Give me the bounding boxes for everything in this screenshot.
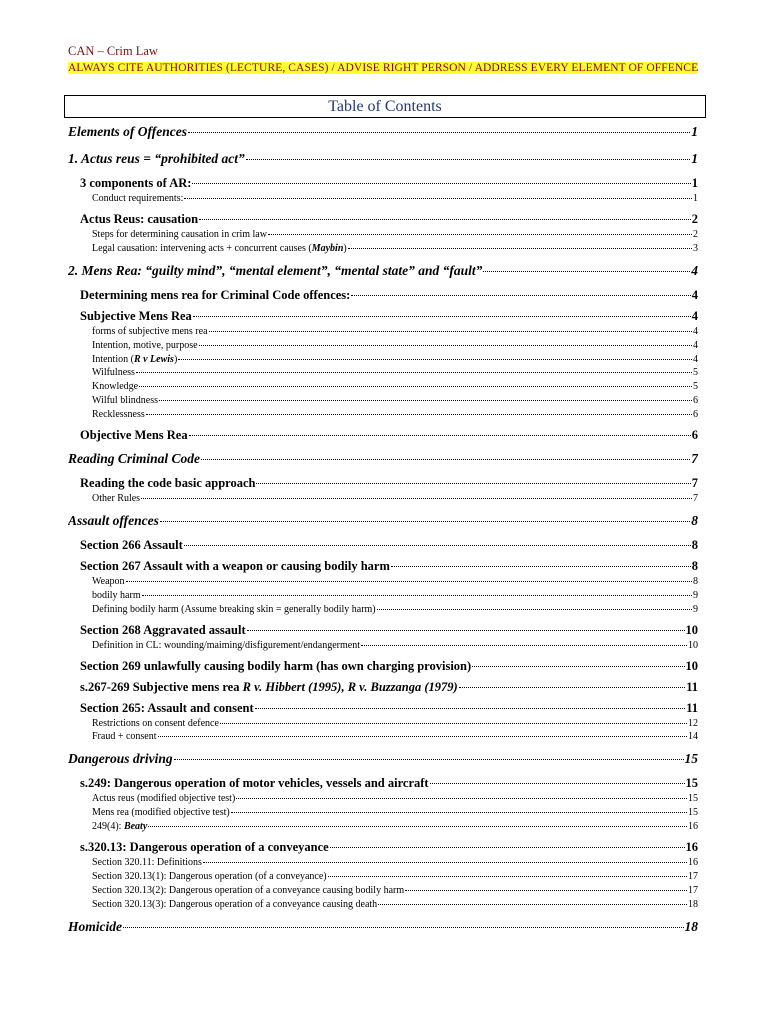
dot-leader [483,271,690,272]
toc-entry-level-2[interactable] [68,659,698,674]
toc-page-number: 16 [685,840,698,854]
dot-leader [174,759,684,760]
toc-page-number: 4 [693,353,698,365]
toc-entry-label [68,124,187,140]
toc-entry-level-3[interactable] [68,899,698,910]
toc-entry-level-3[interactable] [68,409,698,420]
toc-entry-label [80,428,188,443]
toc-entry-label [80,623,246,638]
dot-leader [351,295,690,296]
dot-leader [142,595,692,596]
dot-leader [220,723,687,724]
toc-entry-text: Restrictions on consent defence [92,717,219,729]
toc-entry-level-2[interactable] [68,476,698,491]
toc-page-number: 15 [684,751,698,767]
toc-entry-label [92,381,138,392]
dot-leader [192,183,690,184]
dot-leader [184,198,692,199]
toc-entry-text: Conduct requirements: [92,193,184,204]
toc-page-number: 15 [685,776,698,791]
toc-entry-label [92,367,135,378]
toc-entry-label [92,590,141,601]
toc-entry-level-1[interactable] [68,451,698,467]
dot-leader [391,566,691,567]
toc-entry-label [80,659,471,674]
toc-entry-case-name: Beaty [123,821,148,833]
toc-page-number: 8 [691,537,698,552]
toc-entry-level-2[interactable] [68,701,698,716]
toc-entry-text: Other Rules [92,493,141,504]
dot-leader [184,545,691,546]
toc-entry-label [68,919,122,935]
toc-entry-label [92,718,219,729]
toc-entry-level-3[interactable] [68,640,698,651]
toc-page-number: 4 [693,325,698,337]
dot-leader [231,812,687,813]
toc-page-number: 6 [693,395,698,407]
toc-entry-text: Actus reus (modified objective test) [92,793,236,805]
toc-entry-label [92,326,208,337]
toc-page-number: 18 [684,918,698,934]
toc-page-number: 4 [691,262,698,278]
toc-entry-text: Wilful blindness [92,395,158,407]
toc-page-number: 4 [691,287,698,302]
toc-page-number: 8 [691,558,698,573]
dot-leader [268,234,692,235]
dot-leader [247,630,685,631]
dot-leader [136,372,692,373]
toc-entry-level-1[interactable] [68,751,698,767]
toc-entry-level-3[interactable] [68,807,698,818]
toc-entry-label [92,354,177,365]
toc-title-box [64,95,706,118]
toc-entry-text: Defining bodily harm (Assume breaking skin = generally bodily harm) [92,603,376,615]
dot-leader [189,435,691,436]
toc-entry-text: Section 320.13(2): Dangerous operation of a conveyance causing bodily harm [92,884,405,896]
toc-entry-label [68,513,159,529]
toc-entry-label [80,701,254,716]
toc-entry-level-2[interactable] [68,538,698,553]
toc-entry-label [92,871,327,882]
toc-entry-label [68,451,200,467]
toc-entry-text: bodily harm [92,589,141,601]
dot-leader [148,826,687,827]
dot-leader [430,783,685,784]
toc-entry-label [92,229,267,240]
toc-entry-label [92,731,157,742]
dot-leader [472,666,684,667]
dot-leader [459,687,686,688]
toc-entry-label [68,151,245,167]
toc-entry-text: Intention, motive, purpose [92,339,198,351]
toc-entry-level-1[interactable] [68,151,698,167]
toc-entry-level-2[interactable] [68,176,698,191]
toc-entry-text: Homicide [68,918,122,934]
toc-entry-label [92,409,145,420]
toc-entry-level-2[interactable] [68,776,698,791]
toc-entry-level-1[interactable] [68,263,698,279]
toc-page-number: 16 [688,857,698,868]
toc-entry-level-3[interactable] [68,793,698,804]
toc-page-number: 15 [688,807,698,819]
toc-page-number: 7 [691,451,698,466]
toc-entry-case-name: Maybin [311,242,344,254]
toc-page-number: 7 [693,493,698,504]
toc-entry-level-3[interactable] [68,590,698,601]
toc-entry-level-2[interactable] [68,840,698,855]
dot-leader [236,798,687,799]
toc-page-number: 6 [693,409,698,421]
toc-entry-text: Section 320.11: Definitions [92,857,202,868]
toc-entry-level-3[interactable] [68,193,698,204]
dot-leader [256,483,690,484]
toc-entry-level-3[interactable] [68,857,698,868]
toc-entry-label [92,493,140,504]
toc-page-number: 12 [688,717,698,729]
course-title: CAN – Crim Law [68,44,158,58]
toc-page-number: 7 [691,476,698,490]
toc-entry-text: Actus Reus: causation [80,211,199,226]
dot-leader [246,159,691,160]
toc-entry-label [92,793,235,804]
dot-leader [123,927,684,928]
toc-entry-label [92,604,376,615]
toc-entry-text: Mens rea (modified objective test) [92,807,230,819]
toc-entry-level-3[interactable] [68,821,698,832]
toc-entry-label [92,899,377,910]
toc-entry-text: Dangerous driving [68,751,173,767]
toc-entry-label [80,176,191,191]
toc-entry-text: Assault offences [68,512,159,528]
toc-entry-level-2[interactable] [68,680,698,695]
toc-entry-label [92,340,198,351]
document-header [68,44,708,76]
toc-page-number: 10 [685,622,698,637]
toc-entry-label [92,193,183,204]
toc-entry-text: 2. Mens Rea: “guilty mind”, “mental element”, “mental state” and “fault” [68,262,483,278]
toc-entry-text: Section 320.13(3): Dangerous operation of a conveyance causing death [92,898,378,910]
toc-entry-label [80,212,198,227]
toc-entry-text: Weapon [92,575,125,587]
dot-leader [188,132,690,133]
toc-entry-level-3[interactable] [68,604,698,615]
toc-entry-case-name: R v. Hibbert (1995), R v. Buzzanga (1979) [242,679,458,694]
toc-entry-text: Section 267 Assault with a weapon or causing bodily harm [80,558,390,573]
toc-entry-label [92,576,125,587]
toc-entry-level-2[interactable] [68,428,698,443]
toc-entry-level-3[interactable] [68,326,698,337]
highlighted-reminder: ALWAYS CITE AUTHORITIES (LECTURE, CASES) / ADVISE RIGHT PERSON / ADDRESS EVERY ELEMENT OF OFFENCE [68,62,699,74]
toc-entry-level-3[interactable] [68,718,698,729]
toc-page-number: 18 [688,898,698,910]
toc-entry-level-3[interactable] [68,871,698,882]
toc-entry-level-3[interactable] [68,354,698,365]
dot-leader [160,521,690,522]
toc-entry-label [80,840,329,855]
toc-entry-level-3[interactable] [68,885,698,896]
toc-entry-level-2[interactable] [68,559,698,574]
toc-entry-label [80,288,350,303]
dot-leader [405,890,687,891]
toc-entry-label [92,821,147,832]
toc-entry-level-3[interactable] [68,381,698,392]
toc-page-number: 6 [691,428,698,442]
toc-entry-level-3[interactable] [68,229,698,240]
toc-page-number: 1 [691,176,698,190]
toc-entry-text: Legal causation: intervening acts + concurrent causes ( [92,242,312,254]
toc-entry-label [92,640,360,651]
toc-title: Table of Contents [328,98,442,115]
toc-entry-text: forms of subjective mens rea [92,325,208,337]
toc-page-number: 4 [693,339,698,351]
toc-entry-label [80,538,183,553]
toc-entry-label [80,680,458,695]
toc-entry-label [92,243,347,254]
dot-leader [199,219,691,220]
dot-leader [328,876,687,877]
toc-entry-label [80,776,429,791]
toc-entry-text: Objective Mens Rea [80,428,188,442]
toc-entry-text: 3 components of AR: [80,176,192,190]
toc-entry-text: Reading Criminal Code [68,451,201,466]
toc-page-number: 5 [693,367,698,379]
toc-entry-text: Section 266 Assault [80,537,183,552]
dot-leader [178,359,692,360]
toc-entry-level-2[interactable] [68,212,698,227]
toc-entry-text: Reading the code basic approach [80,476,256,490]
toc-page-number: 10 [685,658,698,673]
toc-entry-label [68,263,482,279]
toc-entry-text-suffix: ) [343,242,347,254]
toc-page-number: 9 [693,589,698,601]
toc-entry-level-1[interactable] [68,124,698,140]
toc-entry-level-3[interactable] [68,493,698,504]
toc-entry-label [80,559,390,574]
toc-entry-level-1[interactable] [68,513,698,529]
toc-page-number: 1 [691,151,698,166]
toc-page-number: 5 [693,381,698,393]
toc-page-number: 9 [693,603,698,615]
toc-entry-text: 1. Actus reus = “prohibited act” [68,151,245,166]
toc-entry-text: Section 265: Assault and consent [80,700,254,715]
dot-leader [201,459,690,460]
toc-entry-text: s.320.13: Dangerous operation of a conveyance [80,840,329,854]
toc-page-number: 14 [688,731,698,743]
toc-entry-text: Recklessness [92,409,145,421]
toc-page-number: 8 [693,575,698,587]
toc-entry-case-name: R v Lewis [133,353,174,365]
toc-entry-level-1[interactable] [68,919,698,935]
toc-entry-level-3[interactable] [68,340,698,351]
toc-entry-text: Section 320.13(1): Dangerous operation (of a conveyance) [92,870,327,882]
toc-entry-text: Knowledge [92,381,139,393]
toc-entry-text: Steps for determining causation in crim law [92,228,267,240]
toc-entry-text: Section 268 Aggravated assault [80,622,246,637]
toc-entry-label [92,885,404,896]
toc-entry-text: 249(4): [92,821,124,833]
toc-entry-label [92,807,230,818]
toc-page-number: 16 [688,821,698,833]
toc-page-number: 3 [693,242,698,254]
dot-leader [209,331,692,332]
dot-leader [159,400,692,401]
dot-leader [378,904,687,905]
toc-page-number: 11 [686,679,698,694]
toc-entry-text: s.249: Dangerous operation of motor vehicles, vessels and aircraft [80,776,429,791]
toc-entry-level-2[interactable] [68,288,698,303]
toc-entry-label [92,857,202,868]
dot-leader [203,862,687,863]
toc-entry-level-3[interactable] [68,576,698,587]
toc-page-number: 17 [688,884,698,896]
toc-entry-text: s.267-269 Subjective mens rea [80,679,243,694]
toc-page-number: 2 [693,228,698,240]
toc-page-number: 4 [691,308,698,323]
toc-page-number: 11 [686,700,698,715]
toc-entry-text: Subjective Mens Rea [80,308,192,323]
dot-leader [126,581,692,582]
toc-entry-level-2[interactable] [68,623,698,638]
dot-leader [158,736,687,737]
toc-entry-text: Definition in CL: wounding/maiming/disfigurement/endangerment [92,639,361,651]
toc-entry-label [68,751,173,767]
dot-leader [377,609,692,610]
dot-leader [330,847,685,848]
toc-entry-text: Determining mens rea for Criminal Code offences: [80,287,351,302]
toc-entry-text: Section 269 unlawfully causing bodily harm (has own charging provision) [80,658,472,673]
toc-page-number: 1 [691,124,698,139]
toc-entry-text: Wilfulness [92,367,135,379]
dot-leader [255,708,686,709]
toc-entry-label [92,395,158,406]
toc-entry-text: Intention ( [92,353,134,365]
toc-entry-text-suffix: ) [173,353,178,365]
toc-entry-level-3[interactable] [68,243,698,254]
toc-page-number: 8 [691,512,698,528]
toc-entry-level-3[interactable] [68,367,698,378]
dot-leader [139,386,692,387]
toc-entry-text: Fraud + consent [92,731,157,743]
toc-entry-level-2[interactable] [68,309,698,324]
toc-entry-level-3[interactable] [68,395,698,406]
toc-entry-label [80,476,255,491]
dot-leader [141,498,692,499]
toc-page-number: 10 [688,639,698,651]
dot-leader [193,316,691,317]
toc-page-number: 1 [693,193,698,204]
toc-page-number: 15 [688,793,698,805]
toc-entry-level-3[interactable] [68,731,698,742]
dot-leader [146,414,692,415]
toc-page-number: 2 [691,211,698,226]
toc-page-number: 17 [688,870,698,882]
dot-leader [199,345,692,346]
toc-entry-label [80,309,192,324]
dot-leader [361,645,687,646]
toc-entry-text: Elements of Offences [68,124,187,139]
dot-leader [348,248,692,249]
